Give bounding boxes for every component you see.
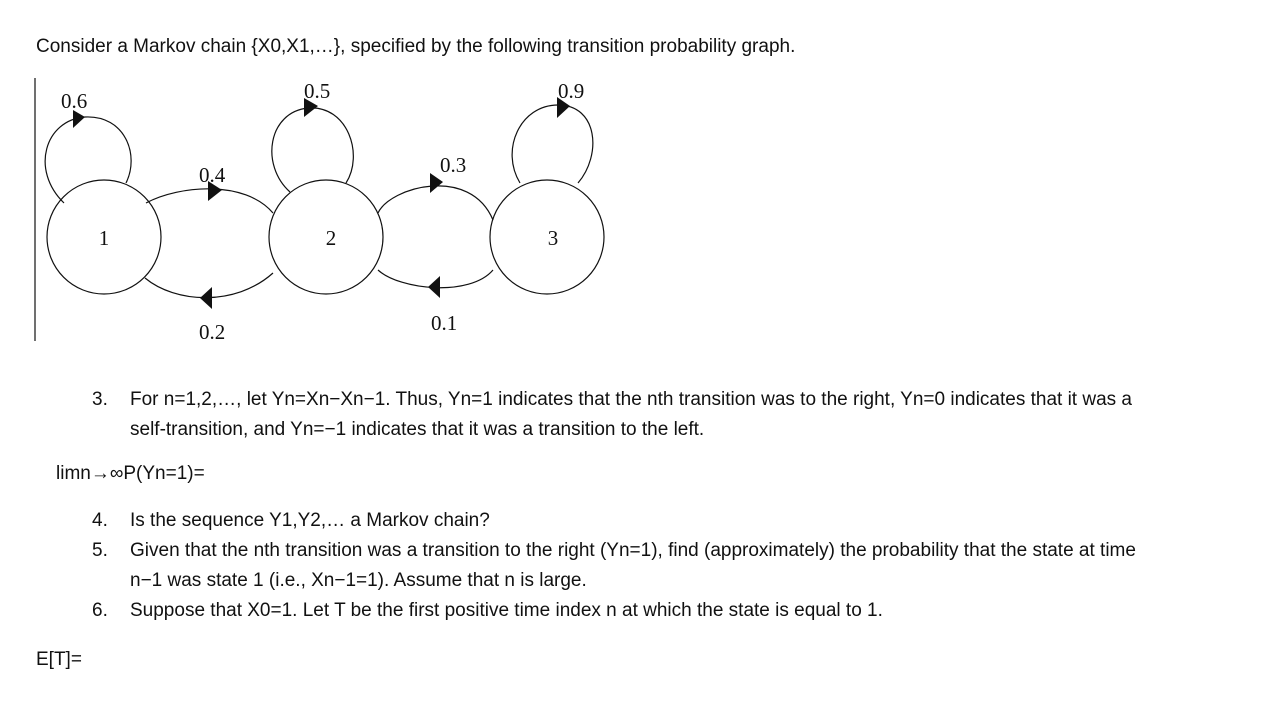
question-3: [0, 385, 1200, 445]
problem-intro: Consider a Markov chain {X0,X1,…}, specified by the following transition probability graph.: [36, 36, 796, 57]
question-4-text: Is the sequence Y1,Y2,… a Markov chain?: [130, 510, 490, 531]
edge-2-to-1: [145, 273, 273, 309]
edge-3-to-2: [378, 270, 493, 298]
question-5-text: Given that the nth transition was a transition to the right (Yn=1), find (approximately) the probability that the state at time n−1 was state 1 (i.e., Xn−1=1). Assume that n is large.: [130, 540, 1136, 591]
question-5-number: 5.: [92, 540, 108, 561]
prob-edge-3-2: 0.1: [431, 311, 458, 335]
state-2: [269, 180, 383, 294]
prob-edge-1-2: 0.4: [199, 163, 226, 187]
question-list-b: [0, 506, 1200, 626]
prob-edge-2-1: 0.2: [199, 320, 226, 344]
question-5: [0, 536, 1200, 596]
state-1-label: 1: [98, 226, 110, 250]
state-3: [490, 180, 604, 294]
question-6: [0, 596, 1200, 626]
question-list-a: [0, 385, 1200, 445]
prob-edge-2-3: 0.3: [440, 153, 467, 177]
markov-chain-diagram: [30, 75, 630, 350]
question-4-number: 4.: [92, 510, 108, 531]
state-1: [47, 180, 161, 294]
question-4: [0, 506, 1200, 536]
question-3-text: For n=1,2,…, let Yn=Xn−Xn−1. Thus, Yn=1 indicates that the nth transition was to the right, Yn=0 indicates that it was a self-transition, and Yn=−1 indicates that it was a transition to the left.: [130, 389, 1132, 440]
prob-self-2: 0.5: [304, 79, 331, 103]
question-6-number: 6.: [92, 600, 108, 621]
edge-2-to-3: [378, 173, 493, 220]
self-loop-3: [512, 97, 593, 183]
question-3-number: 3.: [92, 389, 108, 410]
prob-self-1: 0.6: [61, 89, 88, 113]
self-loop-2: [272, 98, 353, 192]
prob-self-3: 0.9: [558, 79, 585, 103]
state-2-label: 2: [325, 226, 337, 250]
limit-answer-prompt: limn→∞P(Yn=1)=: [56, 463, 205, 484]
state-3-label: 3: [547, 226, 559, 250]
question-6-text: Suppose that X0=1. Let T be the first positive time index n at which the state is equal to 1.: [130, 600, 883, 621]
expectation-answer-prompt: E[T]=: [36, 649, 82, 670]
